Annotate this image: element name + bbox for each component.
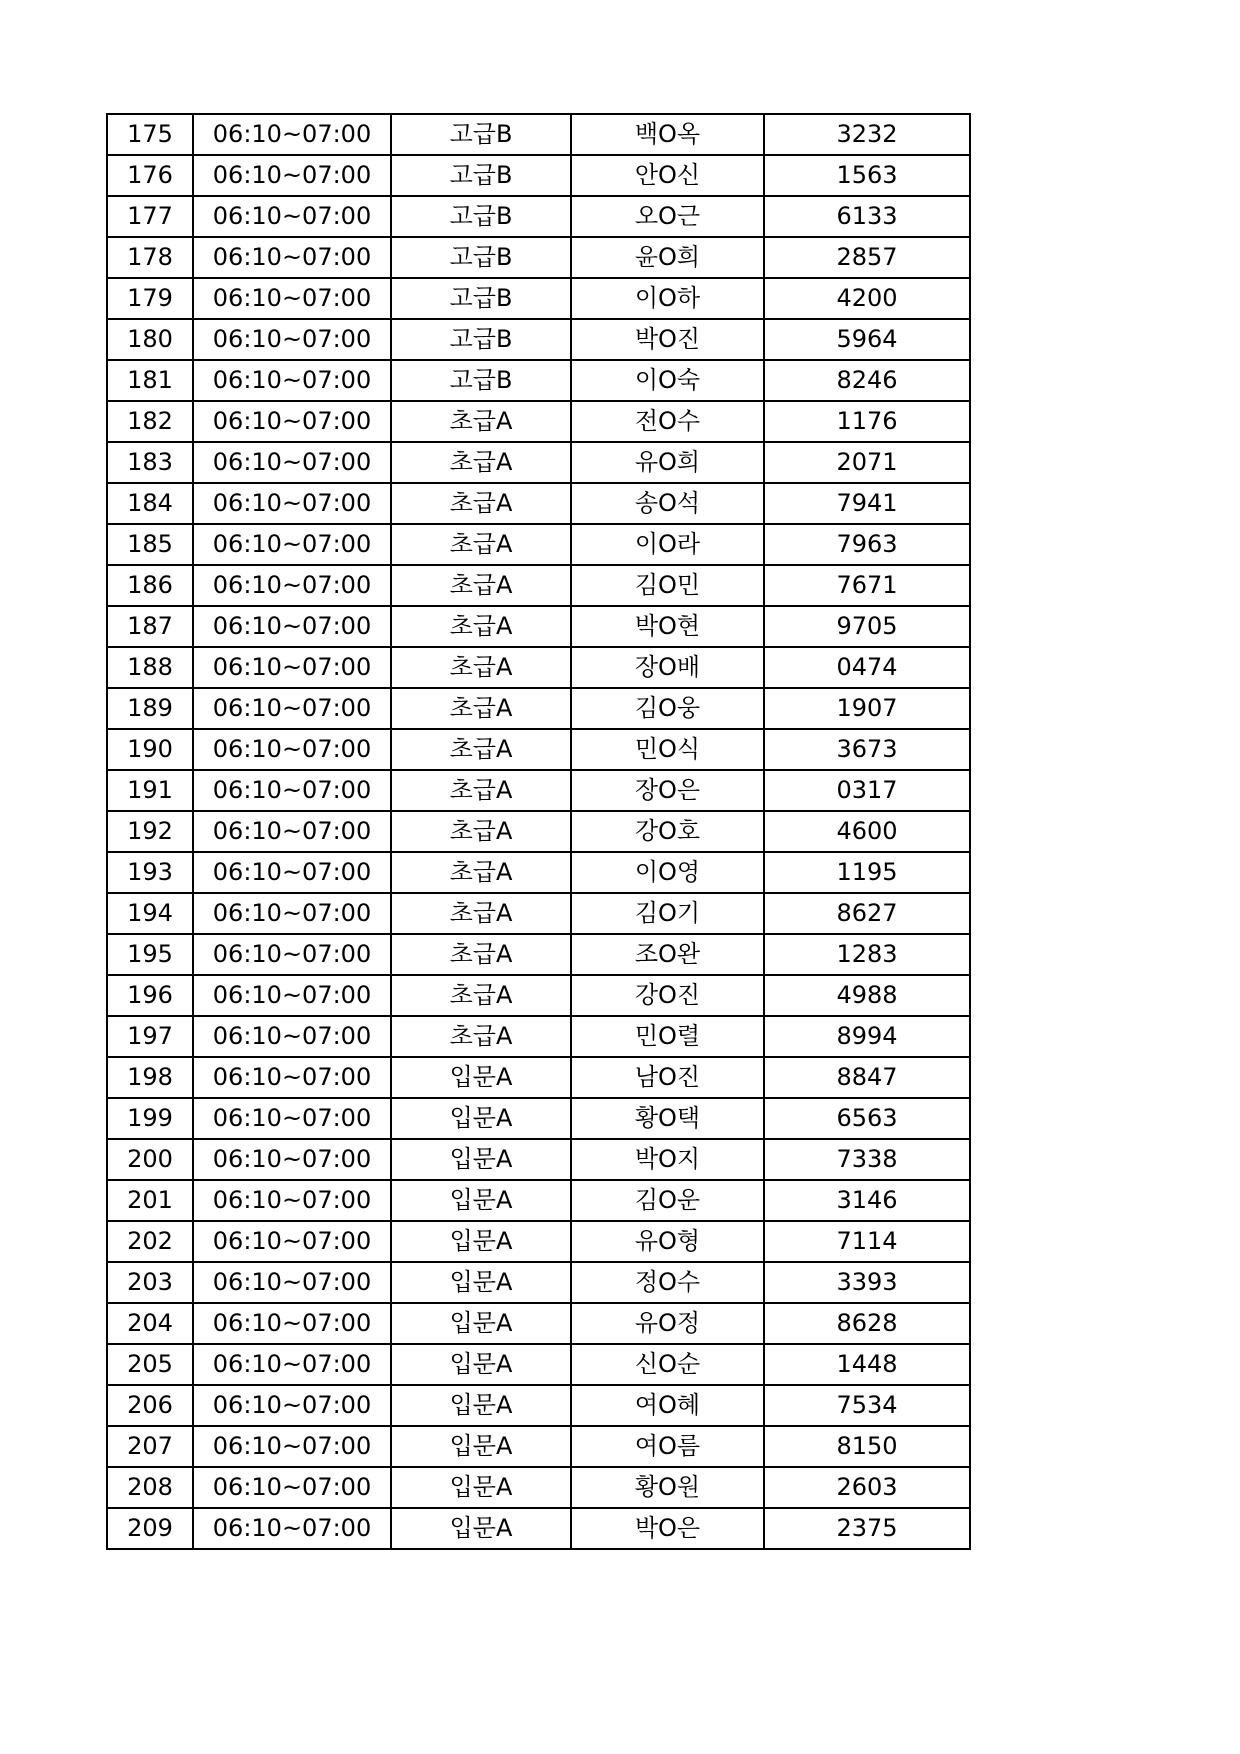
row-number-cell: 186 [107,565,193,606]
member-name-cell: 김O운 [571,1180,764,1221]
member-name-cell: 황O택 [571,1098,764,1139]
row-number-cell: 200 [107,1139,193,1180]
time-slot-cell: 06:10~07:00 [193,565,391,606]
member-name-cell: 박O진 [571,319,764,360]
table-row [107,1057,970,1098]
member-code-cell: 4600 [764,811,970,852]
time-slot-cell: 06:10~07:00 [193,1180,391,1221]
class-level-cell: 초급A [391,975,571,1016]
time-slot-cell: 06:10~07:00 [193,1016,391,1057]
member-name-cell: 신O순 [571,1344,764,1385]
member-code-cell: 3673 [764,729,970,770]
table-row [107,524,970,565]
member-name-cell: 김O민 [571,565,764,606]
member-name-cell: 조O완 [571,934,764,975]
row-number-cell: 209 [107,1508,193,1549]
class-level-cell: 입문A [391,1221,571,1262]
table-row [107,1139,970,1180]
class-level-cell: 초급A [391,1016,571,1057]
class-level-cell: 고급B [391,360,571,401]
member-code-cell: 8994 [764,1016,970,1057]
time-slot-cell: 06:10~07:00 [193,811,391,852]
member-code-cell: 3146 [764,1180,970,1221]
member-code-cell: 8150 [764,1426,970,1467]
member-code-cell: 7534 [764,1385,970,1426]
member-name-cell: 이O하 [571,278,764,319]
table-row [107,1016,970,1057]
member-code-cell: 7671 [764,565,970,606]
class-level-cell: 초급A [391,811,571,852]
row-number-cell: 180 [107,319,193,360]
time-slot-cell: 06:10~07:00 [193,442,391,483]
time-slot-cell: 06:10~07:00 [193,237,391,278]
member-name-cell: 윤O희 [571,237,764,278]
member-name-cell: 강O호 [571,811,764,852]
class-level-cell: 입문A [391,1098,571,1139]
member-name-cell: 박O현 [571,606,764,647]
member-code-cell: 7941 [764,483,970,524]
member-name-cell: 민O렬 [571,1016,764,1057]
member-code-cell: 8628 [764,1303,970,1344]
table-row [107,319,970,360]
table-row [107,1508,970,1549]
member-code-cell: 3232 [764,114,970,155]
class-level-cell: 초급A [391,483,571,524]
class-level-cell: 입문A [391,1303,571,1344]
member-code-cell: 6563 [764,1098,970,1139]
time-slot-cell: 06:10~07:00 [193,729,391,770]
table-row [107,647,970,688]
row-number-cell: 205 [107,1344,193,1385]
member-code-cell: 3393 [764,1262,970,1303]
roster-table [106,113,971,1550]
table-row [107,1344,970,1385]
table-row [107,565,970,606]
class-level-cell: 입문A [391,1262,571,1303]
member-code-cell: 1195 [764,852,970,893]
time-slot-cell: 06:10~07:00 [193,688,391,729]
class-level-cell: 입문A [391,1467,571,1508]
class-level-cell: 입문A [391,1139,571,1180]
time-slot-cell: 06:10~07:00 [193,360,391,401]
class-level-cell: 고급B [391,155,571,196]
row-number-cell: 185 [107,524,193,565]
row-number-cell: 188 [107,647,193,688]
roster-table-body [107,114,970,1549]
member-code-cell: 8246 [764,360,970,401]
row-number-cell: 179 [107,278,193,319]
member-name-cell: 정O수 [571,1262,764,1303]
row-number-cell: 208 [107,1467,193,1508]
row-number-cell: 206 [107,1385,193,1426]
row-number-cell: 202 [107,1221,193,1262]
table-row [107,729,970,770]
row-number-cell: 203 [107,1262,193,1303]
table-row [107,483,970,524]
table-row [107,975,970,1016]
row-number-cell: 189 [107,688,193,729]
table-row [107,606,970,647]
row-number-cell: 176 [107,155,193,196]
table-row [107,196,970,237]
member-code-cell: 1563 [764,155,970,196]
member-name-cell: 안O신 [571,155,764,196]
table-row [107,114,970,155]
member-code-cell: 2603 [764,1467,970,1508]
member-code-cell: 1176 [764,401,970,442]
row-number-cell: 193 [107,852,193,893]
table-row [107,770,970,811]
row-number-cell: 194 [107,893,193,934]
time-slot-cell: 06:10~07:00 [193,975,391,1016]
time-slot-cell: 06:10~07:00 [193,1385,391,1426]
time-slot-cell: 06:10~07:00 [193,1303,391,1344]
member-code-cell: 4200 [764,278,970,319]
member-name-cell: 황O원 [571,1467,764,1508]
member-code-cell: 1283 [764,934,970,975]
class-level-cell: 초급A [391,524,571,565]
member-name-cell: 유O정 [571,1303,764,1344]
class-level-cell: 초급A [391,729,571,770]
class-level-cell: 초급A [391,934,571,975]
member-code-cell: 8627 [764,893,970,934]
class-level-cell: 입문A [391,1426,571,1467]
time-slot-cell: 06:10~07:00 [193,114,391,155]
class-level-cell: 고급B [391,237,571,278]
row-number-cell: 204 [107,1303,193,1344]
member-code-cell: 5964 [764,319,970,360]
class-level-cell: 초급A [391,893,571,934]
time-slot-cell: 06:10~07:00 [193,196,391,237]
member-code-cell: 2375 [764,1508,970,1549]
member-code-cell: 6133 [764,196,970,237]
time-slot-cell: 06:10~07:00 [193,1221,391,1262]
table-row [107,278,970,319]
member-name-cell: 이O숙 [571,360,764,401]
member-name-cell: 김O웅 [571,688,764,729]
row-number-cell: 190 [107,729,193,770]
time-slot-cell: 06:10~07:00 [193,1098,391,1139]
member-code-cell: 2071 [764,442,970,483]
member-code-cell: 8847 [764,1057,970,1098]
table-row [107,1385,970,1426]
table-row [107,852,970,893]
table-row [107,237,970,278]
member-name-cell: 백O옥 [571,114,764,155]
table-row [107,1426,970,1467]
member-code-cell: 0474 [764,647,970,688]
time-slot-cell: 06:10~07:00 [193,155,391,196]
time-slot-cell: 06:10~07:00 [193,893,391,934]
time-slot-cell: 06:10~07:00 [193,1057,391,1098]
row-number-cell: 181 [107,360,193,401]
table-row [107,688,970,729]
row-number-cell: 187 [107,606,193,647]
time-slot-cell: 06:10~07:00 [193,1262,391,1303]
row-number-cell: 197 [107,1016,193,1057]
time-slot-cell: 06:10~07:00 [193,319,391,360]
time-slot-cell: 06:10~07:00 [193,524,391,565]
row-number-cell: 207 [107,1426,193,1467]
table-row [107,893,970,934]
member-name-cell: 유O형 [571,1221,764,1262]
class-level-cell: 초급A [391,442,571,483]
class-level-cell: 고급B [391,319,571,360]
time-slot-cell: 06:10~07:00 [193,1508,391,1549]
class-level-cell: 고급B [391,114,571,155]
member-name-cell: 장O은 [571,770,764,811]
class-level-cell: 입문A [391,1508,571,1549]
row-number-cell: 191 [107,770,193,811]
member-name-cell: 박O지 [571,1139,764,1180]
table-row [107,1098,970,1139]
table-row [107,1221,970,1262]
class-level-cell: 입문A [391,1180,571,1221]
row-number-cell: 182 [107,401,193,442]
time-slot-cell: 06:10~07:00 [193,606,391,647]
table-row [107,401,970,442]
time-slot-cell: 06:10~07:00 [193,1467,391,1508]
member-name-cell: 김O기 [571,893,764,934]
time-slot-cell: 06:10~07:00 [193,401,391,442]
member-code-cell: 0317 [764,770,970,811]
time-slot-cell: 06:10~07:00 [193,1344,391,1385]
class-level-cell: 초급A [391,565,571,606]
table-row [107,360,970,401]
row-number-cell: 175 [107,114,193,155]
member-code-cell: 4988 [764,975,970,1016]
member-name-cell: 이O영 [571,852,764,893]
row-number-cell: 183 [107,442,193,483]
member-code-cell: 7114 [764,1221,970,1262]
table-row [107,1180,970,1221]
class-level-cell: 고급B [391,196,571,237]
time-slot-cell: 06:10~07:00 [193,1139,391,1180]
member-code-cell: 9705 [764,606,970,647]
table-row [107,811,970,852]
member-name-cell: 오O근 [571,196,764,237]
member-name-cell: 전O수 [571,401,764,442]
member-code-cell: 7338 [764,1139,970,1180]
time-slot-cell: 06:10~07:00 [193,852,391,893]
table-row [107,155,970,196]
member-name-cell: 민O식 [571,729,764,770]
time-slot-cell: 06:10~07:00 [193,278,391,319]
class-level-cell: 고급B [391,278,571,319]
row-number-cell: 195 [107,934,193,975]
row-number-cell: 198 [107,1057,193,1098]
class-level-cell: 입문A [391,1057,571,1098]
class-level-cell: 입문A [391,1344,571,1385]
row-number-cell: 184 [107,483,193,524]
row-number-cell: 201 [107,1180,193,1221]
member-name-cell: 송O석 [571,483,764,524]
member-code-cell: 2857 [764,237,970,278]
table-row [107,442,970,483]
class-level-cell: 초급A [391,606,571,647]
member-name-cell: 강O진 [571,975,764,1016]
member-code-cell: 7963 [764,524,970,565]
row-number-cell: 192 [107,811,193,852]
member-code-cell: 1448 [764,1344,970,1385]
table-row [107,1303,970,1344]
table-row [107,1467,970,1508]
member-code-cell: 1907 [764,688,970,729]
class-level-cell: 초급A [391,770,571,811]
time-slot-cell: 06:10~07:00 [193,647,391,688]
member-name-cell: 유O희 [571,442,764,483]
class-level-cell: 입문A [391,1385,571,1426]
time-slot-cell: 06:10~07:00 [193,483,391,524]
time-slot-cell: 06:10~07:00 [193,770,391,811]
row-number-cell: 196 [107,975,193,1016]
time-slot-cell: 06:10~07:00 [193,934,391,975]
member-name-cell: 이O라 [571,524,764,565]
class-level-cell: 초급A [391,688,571,729]
member-name-cell: 여O혜 [571,1385,764,1426]
class-level-cell: 초급A [391,852,571,893]
row-number-cell: 178 [107,237,193,278]
member-name-cell: 장O배 [571,647,764,688]
table-row [107,934,970,975]
row-number-cell: 199 [107,1098,193,1139]
time-slot-cell: 06:10~07:00 [193,1426,391,1467]
member-name-cell: 박O은 [571,1508,764,1549]
table-row [107,1262,970,1303]
class-level-cell: 초급A [391,401,571,442]
member-name-cell: 여O름 [571,1426,764,1467]
row-number-cell: 177 [107,196,193,237]
class-level-cell: 초급A [391,647,571,688]
member-name-cell: 남O진 [571,1057,764,1098]
